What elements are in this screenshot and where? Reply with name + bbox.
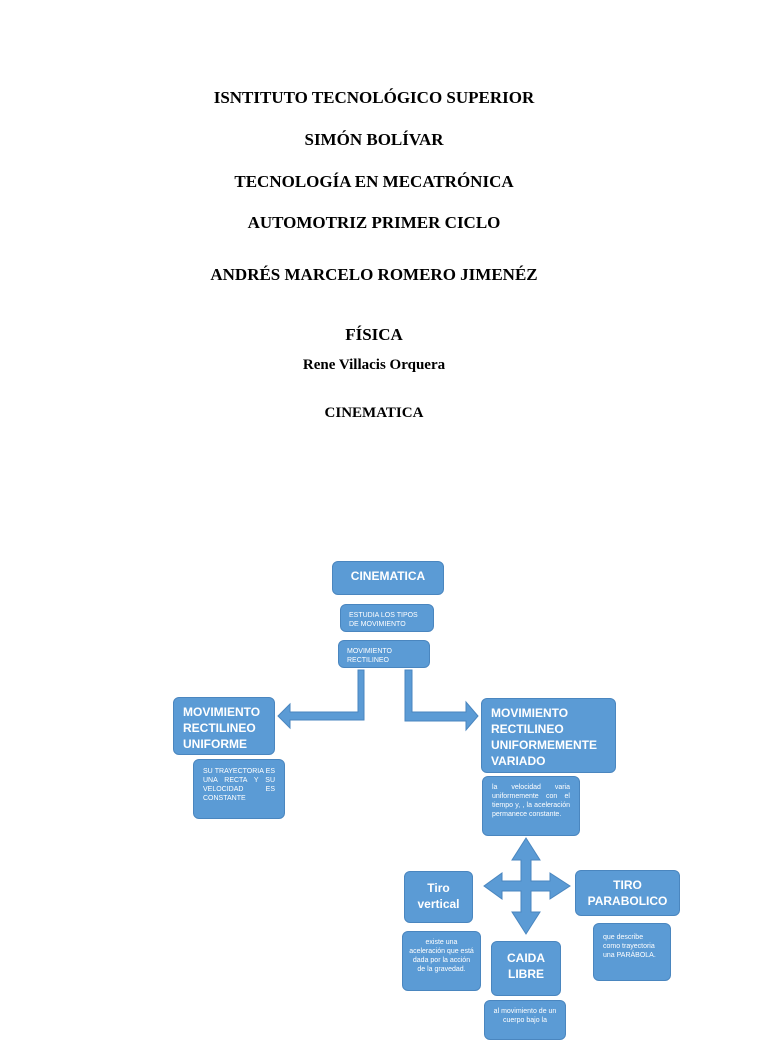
mru-description-box: [193, 759, 285, 819]
caida-libre-description-box: [484, 1000, 566, 1040]
caida-libre-description-text: al movimiento de un cuerpo bajo la: [493, 1008, 557, 1024]
four-way-arrow: [484, 838, 570, 934]
cinematica-root-box: [332, 561, 444, 595]
caida-libre-title: CAIDA LIBRE: [507, 951, 545, 981]
tiro-vertical-description-text: existe una aceleración que está dada por la acción de la gravedad.: [409, 939, 474, 973]
cycle-name: AUTOMOTRIZ PRIMER CICLO: [247, 213, 501, 232]
tiro-parabolico-description-box: [593, 923, 671, 981]
tiro-parabolico-description-text: que describe como trayectoria una PARÁBOLA.: [603, 934, 656, 959]
tiro-vertical-title: Tiro vertical: [417, 881, 460, 911]
cinematica-root-label: CINEMATICA: [350, 569, 426, 583]
mru-box: [173, 697, 275, 755]
institute-name-line-2: SIMÓN BOLÍVAR: [304, 130, 444, 149]
mruv-description-text: la velocidad varia uniformemente con el tiempo y, , la aceleración permanece constante.: [492, 784, 570, 818]
arrow-to-mru: [278, 670, 364, 728]
author-name: ANDRÉS MARCELO ROMERO JIMENÉZ: [210, 265, 538, 284]
mruv-title: MOVIMIENTO RECTILINEO UNIFORMEMENTE VARIADO: [491, 706, 597, 768]
career-name: TECNOLOGÍA EN MECATRÓNICA: [234, 172, 514, 191]
cinematica-description-text: ESTUDIA LOS TIPOS DE MOVIMIENTO: [349, 612, 418, 628]
movimiento-rectilineo-box: [338, 640, 430, 668]
teacher-name: Rene Villacis Orquera: [302, 357, 446, 373]
movimiento-rectilineo-label: MOVIMIENTO RECTILINEO: [347, 648, 392, 664]
tiro-parabolico-box: [575, 870, 680, 916]
caida-libre-box: [491, 941, 561, 996]
tiro-vertical-description-box: [402, 931, 481, 991]
mruv-box: [481, 698, 616, 773]
institute-name-line: ISNTITUTO TECNOLÓGICO SUPERIOR: [213, 88, 535, 107]
cinematica-description-box: [340, 604, 434, 632]
subject-name: FÍSICA: [345, 325, 403, 344]
tiro-parabolico-title: TIRO PARABOLICO: [587, 878, 668, 908]
mru-title: MOVIMIENTO RECTILINEO UNIFORME: [183, 705, 261, 751]
mruv-description-box: [482, 776, 580, 836]
mru-description-text: SU TRAYECTORIA ES UNA RECTA Y SU VELOCIDAD ES CONSTANTE: [203, 768, 275, 802]
arrow-to-mruv: [405, 670, 478, 730]
topic-title: CINEMATICA: [324, 405, 424, 421]
tiro-vertical-box: [404, 871, 473, 923]
